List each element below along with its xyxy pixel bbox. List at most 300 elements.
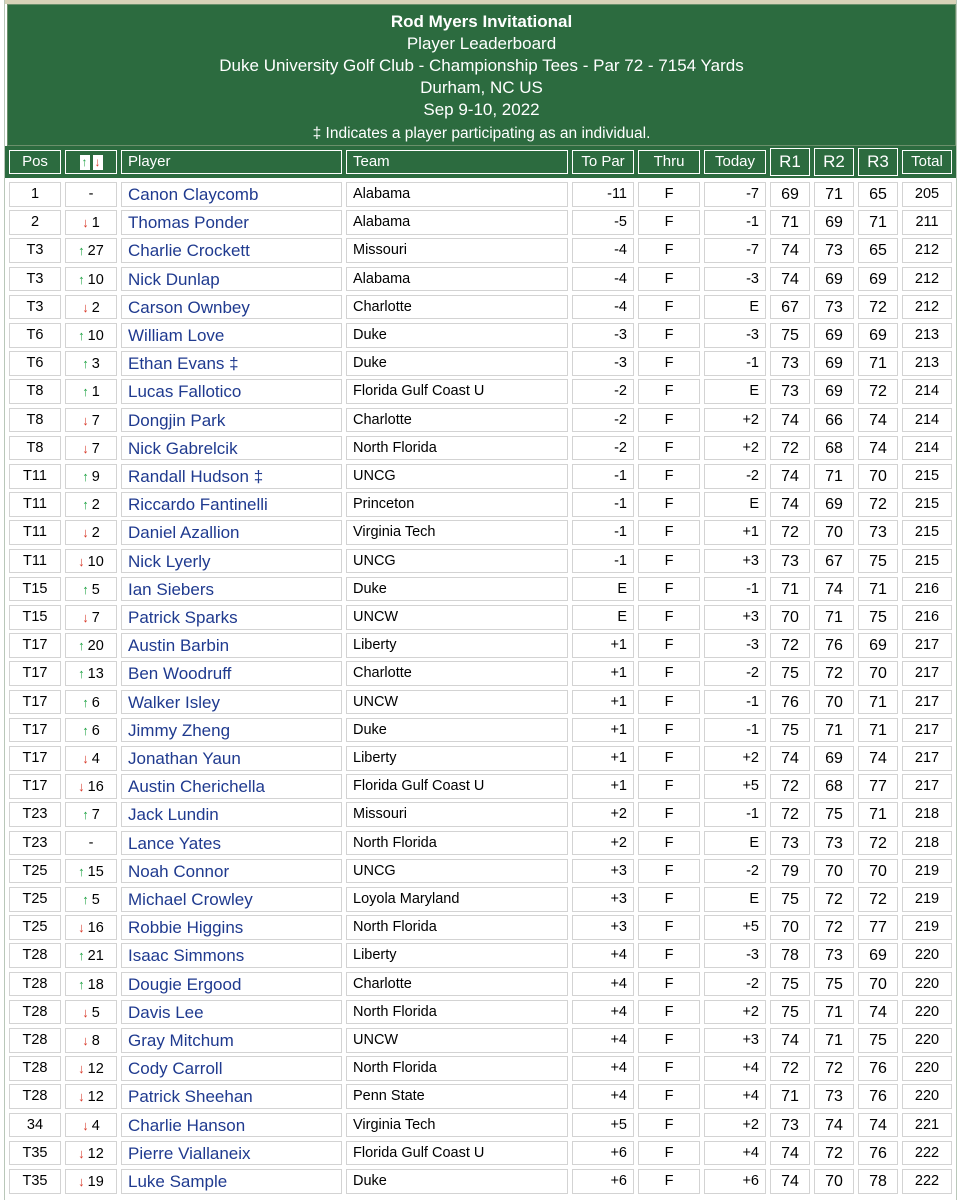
cell-pos: T28 <box>9 943 61 968</box>
cell-today: -1 <box>704 577 766 602</box>
cell-today: -2 <box>704 464 766 489</box>
cell-move <box>65 1113 117 1138</box>
cell-thru: F <box>638 436 700 461</box>
cell-r2: 70 <box>814 1169 854 1194</box>
cell-team: North Florida <box>346 1000 568 1025</box>
cell-r1: 73 <box>770 831 810 856</box>
cell-move <box>65 492 117 517</box>
table-row <box>5 603 956 631</box>
cell-team: Missouri <box>346 802 568 827</box>
table-row <box>5 462 956 490</box>
cell-thru: F <box>638 1028 700 1053</box>
cell-today: +5 <box>704 774 766 799</box>
player-link[interactable]: Thomas Ponder <box>121 210 342 235</box>
cell-to-par: +2 <box>572 831 634 856</box>
cell-to-par: E <box>572 577 634 602</box>
cell-pos: T17 <box>9 633 61 658</box>
player-link[interactable]: Patrick Sheehan <box>121 1084 342 1109</box>
table-row <box>5 1026 956 1054</box>
cell-thru: F <box>638 1169 700 1194</box>
table-row <box>5 434 956 462</box>
cell-move <box>65 972 117 997</box>
cell-today: E <box>704 379 766 404</box>
cell-r3: 76 <box>858 1141 898 1166</box>
player-link[interactable]: Walker Isley <box>121 690 342 715</box>
cell-r2: 72 <box>814 1056 854 1081</box>
cell-r2: 74 <box>814 577 854 602</box>
cell-r3: 74 <box>858 1113 898 1138</box>
arrow-up-icon: ↑ <box>78 328 85 343</box>
player-link[interactable]: Ethan Evans ‡ <box>121 351 342 376</box>
table-row <box>5 800 956 828</box>
cell-r3: 74 <box>858 1000 898 1025</box>
player-link[interactable]: Davis Lee <box>121 1000 342 1025</box>
cell-r3: 69 <box>858 267 898 292</box>
cell-to-par: -4 <box>572 238 634 263</box>
column-header-r3[interactable]: R3 <box>858 148 898 176</box>
cell-total: 222 <box>902 1141 952 1166</box>
cell-thru: F <box>638 1113 700 1138</box>
cell-total: 212 <box>902 238 952 263</box>
cell-pos: T23 <box>9 831 61 856</box>
player-link[interactable]: Riccardo Fantinelli <box>121 492 342 517</box>
table-row <box>5 377 956 405</box>
player-link[interactable]: Patrick Sparks <box>121 605 342 630</box>
cell-pos: T3 <box>9 238 61 263</box>
move-value: 21 <box>87 948 104 965</box>
cell-r1: 78 <box>770 943 810 968</box>
player-link[interactable]: Charlie Hanson <box>121 1113 342 1138</box>
cell-to-par: -5 <box>572 210 634 235</box>
cell-r3: 72 <box>858 379 898 404</box>
arrow-up-icon: ↑ <box>78 948 85 964</box>
cell-move <box>65 1169 117 1194</box>
tournament-banner <box>7 4 956 146</box>
player-link[interactable]: Michael Crowley <box>121 887 342 912</box>
column-header-to-par[interactable]: To Par <box>572 150 634 174</box>
cell-r1: 73 <box>770 1113 810 1138</box>
cell-team: North Florida <box>346 915 568 940</box>
cell-move <box>65 1084 117 1109</box>
move-value: 8 <box>91 1033 100 1049</box>
column-header-thru[interactable]: Thru <box>638 150 700 174</box>
cell-r3: 69 <box>858 943 898 968</box>
cell-r2: 69 <box>814 492 854 517</box>
cell-team: Liberty <box>346 746 568 771</box>
cell-thru: F <box>638 520 700 545</box>
cell-r3: 70 <box>858 661 898 686</box>
column-header-total[interactable]: Total <box>902 150 952 174</box>
cell-r1: 73 <box>770 351 810 376</box>
move-value: 19 <box>87 1174 104 1190</box>
cell-r3: 75 <box>858 605 898 630</box>
arrow-up-icon: ↑ <box>82 807 89 823</box>
player-link[interactable]: Isaac Simmons <box>121 943 342 968</box>
cell-r1: 72 <box>770 774 810 799</box>
cell-move <box>65 520 117 545</box>
move-value: 7 <box>91 440 100 457</box>
cell-today: +3 <box>704 605 766 630</box>
player-link[interactable]: Jack Lundin <box>121 802 342 827</box>
move-value: 5 <box>91 892 100 908</box>
cell-total: 216 <box>902 605 952 630</box>
player-link[interactable]: Austin Cherichella <box>121 774 342 799</box>
cell-move <box>65 1056 117 1081</box>
cell-total: 222 <box>902 1169 952 1194</box>
player-link[interactable]: Jimmy Zheng <box>121 718 342 743</box>
move-value: 12 <box>87 1089 104 1106</box>
cell-total: 215 <box>902 520 952 545</box>
cell-move <box>65 887 117 912</box>
table-row <box>5 970 956 998</box>
cell-r3: 75 <box>858 1028 898 1053</box>
cell-pos: T25 <box>9 859 61 884</box>
cell-r2: 72 <box>814 915 854 940</box>
cell-move <box>65 323 117 348</box>
cell-team: Liberty <box>346 943 568 968</box>
cell-team: Liberty <box>346 633 568 658</box>
cell-thru: F <box>638 887 700 912</box>
cell-r2: 73 <box>814 943 854 968</box>
cell-today: +2 <box>704 436 766 461</box>
cell-move <box>65 690 117 715</box>
cell-to-par: +1 <box>572 690 634 715</box>
cell-r3: 74 <box>858 436 898 461</box>
player-link[interactable]: Jonathan Yaun <box>121 746 342 771</box>
cell-r2: 72 <box>814 887 854 912</box>
cell-today: -7 <box>704 238 766 263</box>
cell-total: 220 <box>902 1084 952 1109</box>
move-value: 2 <box>91 299 100 316</box>
cell-today: -3 <box>704 323 766 348</box>
cell-thru: F <box>638 1000 700 1025</box>
cell-today: E <box>704 295 766 320</box>
arrow-down-icon: ↓ <box>78 1174 85 1189</box>
move-value: 2 <box>91 497 100 514</box>
cell-to-par: +3 <box>572 887 634 912</box>
cell-thru: F <box>638 351 700 376</box>
table-row <box>5 631 956 659</box>
player-link[interactable]: Lucas Fallotico <box>121 379 342 404</box>
cell-r3: 71 <box>858 718 898 743</box>
player-link[interactable]: Dongjin Park <box>121 408 342 433</box>
cell-to-par: +4 <box>572 1056 634 1081</box>
cell-r2: 76 <box>814 633 854 658</box>
move-value: 5 <box>91 1004 100 1021</box>
cell-r1: 71 <box>770 577 810 602</box>
cell-total: 213 <box>902 323 952 348</box>
table-header <box>5 146 956 178</box>
cell-today: +3 <box>704 549 766 574</box>
cell-team: North Florida <box>346 831 568 856</box>
cell-today: -3 <box>704 943 766 968</box>
cell-r1: 70 <box>770 605 810 630</box>
cell-r2: 73 <box>814 238 854 263</box>
cell-r1: 70 <box>770 915 810 940</box>
player-link[interactable]: Noah Connor <box>121 859 342 884</box>
cell-today: -7 <box>704 182 766 207</box>
cell-total: 217 <box>902 746 952 771</box>
cell-to-par: E <box>572 605 634 630</box>
cell-team: UNCW <box>346 605 568 630</box>
cell-r1: 75 <box>770 661 810 686</box>
player-link[interactable]: Charlie Crockett <box>121 238 342 263</box>
cell-team: Duke <box>346 1169 568 1194</box>
arrow-up-icon: ↑ <box>82 497 89 513</box>
move-value: 12 <box>87 1061 104 1078</box>
cell-r3: 70 <box>858 859 898 884</box>
arrow-up-icon: ↑ <box>78 976 85 992</box>
cell-pos: T15 <box>9 577 61 602</box>
cell-thru: F <box>638 323 700 348</box>
move-value: 7 <box>91 807 100 824</box>
player-link[interactable]: Robbie Higgins <box>121 915 342 940</box>
cell-to-par: +3 <box>572 915 634 940</box>
cell-r2: 69 <box>814 351 854 376</box>
cell-team: UNCW <box>346 690 568 715</box>
player-link[interactable]: Pierre Viallaneix <box>121 1141 342 1166</box>
cell-to-par: +1 <box>572 746 634 771</box>
cell-team: Charlotte <box>346 408 568 433</box>
cell-team: North Florida <box>346 1056 568 1081</box>
player-link[interactable]: Cody Carroll <box>121 1056 342 1081</box>
cell-thru: F <box>638 549 700 574</box>
table-row <box>5 744 956 772</box>
cell-r2: 69 <box>814 267 854 292</box>
cell-team: Penn State <box>346 1084 568 1109</box>
cell-pos: T28 <box>9 972 61 997</box>
table-row <box>5 321 956 349</box>
cell-thru: F <box>638 718 700 743</box>
cell-r1: 75 <box>770 972 810 997</box>
cell-team: Alabama <box>346 210 568 235</box>
cell-thru: F <box>638 492 700 517</box>
move-value: 20 <box>87 638 104 655</box>
table-row <box>5 998 956 1026</box>
player-link[interactable]: Lance Yates <box>121 831 342 856</box>
cell-pos: T35 <box>9 1169 61 1194</box>
cell-total: 215 <box>902 492 952 517</box>
table-row <box>5 236 956 264</box>
cell-pos: T25 <box>9 915 61 940</box>
cell-r2: 70 <box>814 520 854 545</box>
player-link[interactable]: Daniel Azallion <box>121 520 342 545</box>
player-link[interactable]: Austin Barbin <box>121 633 342 658</box>
column-header-r2[interactable]: R2 <box>814 148 854 176</box>
cell-r1: 67 <box>770 295 810 320</box>
cell-r2: 71 <box>814 182 854 207</box>
cell-move <box>65 859 117 884</box>
cell-to-par: -2 <box>572 379 634 404</box>
column-header-team[interactable]: Team <box>346 150 568 174</box>
cell-team: UNCG <box>346 464 568 489</box>
cell-r3: 72 <box>858 831 898 856</box>
cell-r3: 72 <box>858 492 898 517</box>
cell-move <box>65 549 117 574</box>
cell-r3: 71 <box>858 351 898 376</box>
cell-to-par: -2 <box>572 408 634 433</box>
cell-team: Charlotte <box>346 972 568 997</box>
table-row <box>5 547 956 575</box>
cell-to-par: +1 <box>572 718 634 743</box>
cell-team: Duke <box>346 323 568 348</box>
cell-today: E <box>704 492 766 517</box>
cell-pos: T28 <box>9 1028 61 1053</box>
cell-to-par: +4 <box>572 943 634 968</box>
player-link[interactable]: Nick Gabrelcik <box>121 436 342 461</box>
cell-to-par: +4 <box>572 972 634 997</box>
arrow-down-icon: ↓ <box>78 1089 85 1105</box>
cell-r3: 77 <box>858 915 898 940</box>
arrow-up-icon: ↑ <box>82 892 89 907</box>
cell-total: 217 <box>902 718 952 743</box>
table-row <box>5 941 956 969</box>
move-value: 4 <box>91 1117 100 1134</box>
move-value: 10 <box>87 328 104 344</box>
cell-total: 219 <box>902 859 952 884</box>
cell-r2: 71 <box>814 1000 854 1025</box>
player-link[interactable]: Ben Woodruff <box>121 661 342 686</box>
cell-move <box>65 238 117 263</box>
cell-r3: 75 <box>858 549 898 574</box>
cell-total: 211 <box>902 210 952 235</box>
cell-today: +5 <box>704 915 766 940</box>
column-header-r1[interactable]: R1 <box>770 148 810 176</box>
cell-r3: 69 <box>858 323 898 348</box>
cell-r1: 74 <box>770 492 810 517</box>
cell-r2: 68 <box>814 436 854 461</box>
cell-today: +2 <box>704 1000 766 1025</box>
column-header-today[interactable]: Today <box>704 150 766 174</box>
cell-to-par: +4 <box>572 1084 634 1109</box>
cell-today: +1 <box>704 520 766 545</box>
cell-to-par: +5 <box>572 1113 634 1138</box>
table-row <box>5 829 956 857</box>
cell-pos: T8 <box>9 379 61 404</box>
cell-r2: 68 <box>814 774 854 799</box>
cell-to-par: +1 <box>572 774 634 799</box>
cell-today: +3 <box>704 1028 766 1053</box>
cell-pos: T28 <box>9 1000 61 1025</box>
cell-thru: F <box>638 182 700 207</box>
table-row <box>5 265 956 293</box>
cell-r1: 75 <box>770 718 810 743</box>
player-link[interactable]: Ian Siebers <box>121 577 342 602</box>
arrow-down-icon: ↓ <box>82 215 89 231</box>
cell-team: UNCW <box>346 1028 568 1053</box>
cell-total: 220 <box>902 943 952 968</box>
cell-move <box>65 295 117 320</box>
cell-r2: 73 <box>814 831 854 856</box>
cell-team: Charlotte <box>346 295 568 320</box>
column-header-pos[interactable]: Pos <box>9 150 61 174</box>
cell-thru: F <box>638 295 700 320</box>
cell-pos: 1 <box>9 182 61 207</box>
cell-r2: 72 <box>814 1141 854 1166</box>
cell-to-par: -2 <box>572 436 634 461</box>
arrow-up-icon: ↑ <box>78 271 85 287</box>
cell-team: Alabama <box>346 182 568 207</box>
cell-team: UNCG <box>346 859 568 884</box>
arrow-down-icon: ↓ <box>82 610 89 625</box>
cell-team: Princeton <box>346 492 568 517</box>
cell-r1: 74 <box>770 1141 810 1166</box>
player-link[interactable]: Canon Claycomb <box>121 182 342 207</box>
page-subtitle: Player Leaderboard <box>406 34 557 53</box>
cell-r3: 73 <box>858 520 898 545</box>
move-value: 2 <box>91 525 100 542</box>
cell-team: Alabama <box>346 267 568 292</box>
column-header-move[interactable] <box>65 150 117 174</box>
cell-pos: T17 <box>9 690 61 715</box>
arrow-down-icon: ↓ <box>78 553 85 569</box>
cell-today: -1 <box>704 210 766 235</box>
cell-r3: 71 <box>858 577 898 602</box>
table-row <box>5 406 956 434</box>
cell-r2: 73 <box>814 1084 854 1109</box>
cell-today: E <box>704 831 766 856</box>
player-link[interactable]: Gray Mitchum <box>121 1028 342 1053</box>
cell-move <box>65 436 117 461</box>
player-link[interactable]: Luke Sample <box>121 1169 342 1194</box>
cell-thru: F <box>638 408 700 433</box>
move-value: 6 <box>91 722 100 739</box>
column-header-player[interactable]: Player <box>121 150 342 174</box>
cell-to-par: -1 <box>572 549 634 574</box>
cell-pos: T17 <box>9 746 61 771</box>
player-link[interactable]: Randall Hudson ‡ <box>121 464 342 489</box>
player-link[interactable]: Dougie Ergood <box>121 972 342 997</box>
cell-r2: 67 <box>814 549 854 574</box>
player-link[interactable]: Carson Ownbey <box>121 295 342 320</box>
cell-team: Missouri <box>346 238 568 263</box>
player-link[interactable]: Nick Lyerly <box>121 549 342 574</box>
player-link[interactable]: William Love <box>121 323 342 348</box>
cell-total: 215 <box>902 549 952 574</box>
cell-thru: F <box>638 915 700 940</box>
cell-thru: F <box>638 238 700 263</box>
table-row <box>5 1167 956 1195</box>
cell-r1: 71 <box>770 1084 810 1109</box>
cell-total: 205 <box>902 182 952 207</box>
cell-today: +4 <box>704 1084 766 1109</box>
player-link[interactable]: Nick Dunlap <box>121 267 342 292</box>
arrow-down-icon: ↓ <box>82 1004 89 1020</box>
cell-r1: 74 <box>770 464 810 489</box>
cell-thru: F <box>638 661 700 686</box>
cell-r2: 69 <box>814 746 854 771</box>
move-value: 16 <box>87 779 104 796</box>
cell-move <box>65 210 117 235</box>
cell-r3: 74 <box>858 408 898 433</box>
move-value: 5 <box>91 581 100 598</box>
arrow-up-icon: ↑ <box>82 722 89 738</box>
cell-team: UNCG <box>346 549 568 574</box>
cell-thru: F <box>638 633 700 658</box>
move-value: 1 <box>91 384 100 401</box>
cell-r2: 71 <box>814 1028 854 1053</box>
cell-move <box>65 464 117 489</box>
cell-pos: T11 <box>9 492 61 517</box>
arrow-down-icon: ↓ <box>82 751 89 766</box>
cell-total: 220 <box>902 1056 952 1081</box>
cell-r2: 71 <box>814 718 854 743</box>
cell-thru: F <box>638 379 700 404</box>
cell-r1: 74 <box>770 267 810 292</box>
cell-thru: F <box>638 746 700 771</box>
cell-r1: 73 <box>770 549 810 574</box>
cell-move <box>65 943 117 968</box>
